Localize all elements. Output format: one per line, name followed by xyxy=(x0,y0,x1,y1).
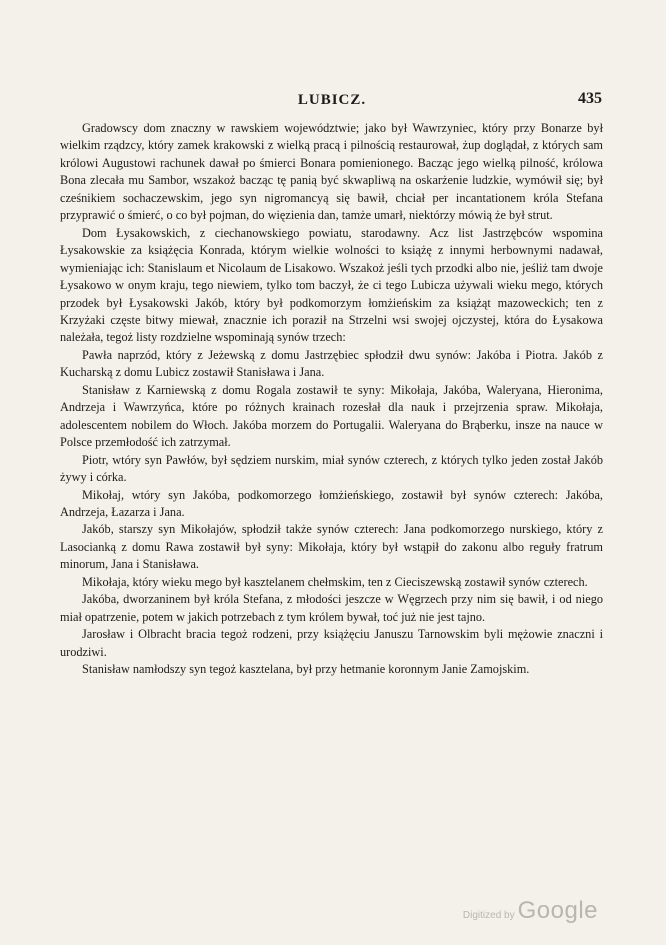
paragraph-lysakowscy: Dom Łysakowskich, z ciechanowskiego powiatu, starodawny. Acz list Jastrzębców wspomina Łysakowskie za książęcia Konrada, którym wielkie wolności to książę z innymi herbownymi nadawał, wymieniając ich: Stanislaum et Nicolaum de Lisakowo. Wszakoż jeśli tych przodki albo nie, jeśliż tam dwoje Łysakowo w onym kraju, tego niewiem, tylko tom baczył, że ci tego Lubicza używali wieku mego, których przodek był Łysakowski Jakób, który był podkomorzym łomżieńskim za książąt mazoweckich; ten z Krzyżaki częste bitwy miewał, znacznie ich poraził na Strzelni wsi swojej ojczystej, która do Łysakowa należała, tegoż listy rozdzielne wspominają synów trzech: xyxy=(60,225,603,345)
body-text xyxy=(60,120,603,679)
running-title: LUBICZ. xyxy=(297,92,367,108)
paragraph-jakob-starszy: Jakób, starszy syn Mikołajów, spłodził także synów czterech: Jana podkomorzego nurskiego, który z Lasocianką z domu Rawa zostawił był syny: Mikołaja, który był wstąpił do zakonu albo reguły fratrum minorum, Jana i Stanisława. xyxy=(60,522,603,572)
paragraph-jaroslaw-olbracht: Jarosław i Olbracht bracia tegoż rodzeni, przy książęciu Januszu Tarnowskim byli mężowie znaczni i urodziwi. xyxy=(60,627,603,659)
paragraph-stanislaw-najmlodszy: Stanisław namłodszy syn tegoż kasztelana, był przy hetmanie koronnym Janie Zamojskim. xyxy=(82,662,530,677)
google-logo: Google xyxy=(517,897,598,924)
paragraph-stanislaw: Stanisław z Karniewską z domu Rogala zostawił te syny: Mikołaja, Jakóba, Waleryana, Hieronima, Andrzeja i Wawrzyńca, które po różnych krainach rozesłał dla nauk i przejrzenia spraw. Mikołaja, adolescentem nobilem do Włoch. Jakóba morzem do Portugalii. Waleryana do Brąberku, insze na nauce w Polsce przemłodość ich zatrzymał. xyxy=(60,382,603,450)
paragraph-gradowscy: Gradowscy dom znaczny w rawskiem województwie; jako był Wawrzyniec, który przy Bonarze był wielkim rządzcy, który zamek krakowski z wielką pracą i pilnością restaurował, żup doglądał, z których sam królowi Augustowi rachunek dawał po śmierci Bonara pomienionego. Bacząc jego wielką pilność, królowa Bona zlecała mu Sambor, wszakoż bacząc tę panią być skwapliwą na oskarżenie ludzkie, wymówił się; był cześnikiem sochaczewskim, jego syn nigromancyą się bawił, chciał per incantationem króla Stefana przyprawić o śmierć, o co był pojman, do więzienia dan, tamże umarł, niektórzy mówią że był strut. xyxy=(60,121,603,223)
paragraph-pawel: Pawła naprzód, który z Jeżewską z domu Jastrzębiec spłodził dwu synów: Jakóba i Piotra. Jakób z Kucharską z domu Lubicz zostawił Stanisława i Jana. xyxy=(60,347,603,380)
running-head xyxy=(62,92,602,112)
page-number: 435 xyxy=(578,90,602,107)
paragraph-jakoba-dworzanin: Jakóba, dworzaninem był króla Stefana, z młodości jeszcze w Węgrzech przy nim się bawił, i od niego miał opatrzenie, potem w jakich potrzebach z tym królem bywał, toć już nie jest tajno. xyxy=(60,592,603,624)
digitized-by-google-watermark xyxy=(463,897,598,925)
watermark-prefix: Digitized by xyxy=(462,910,515,921)
paragraph-mikolaj: Mikołaj, wtóry syn Jakóba, podkomorzego łomżieńskiego, zostawił był synów czterech: Jakóba, Andrzeja, Łazarza i Jana. xyxy=(60,487,603,519)
paragraph-piotr: Piotr, wtóry syn Pawłów, był sędziem nurskim, miał synów czterech, z których tylko jeden został Jakób żywy i córka. xyxy=(60,452,603,485)
paragraph-mikolaja-kasztelan: Mikołaja, który wieku mego był kasztelanem chełmskim, ten z Cieciszewską zostawił synów czterech. xyxy=(82,574,588,589)
